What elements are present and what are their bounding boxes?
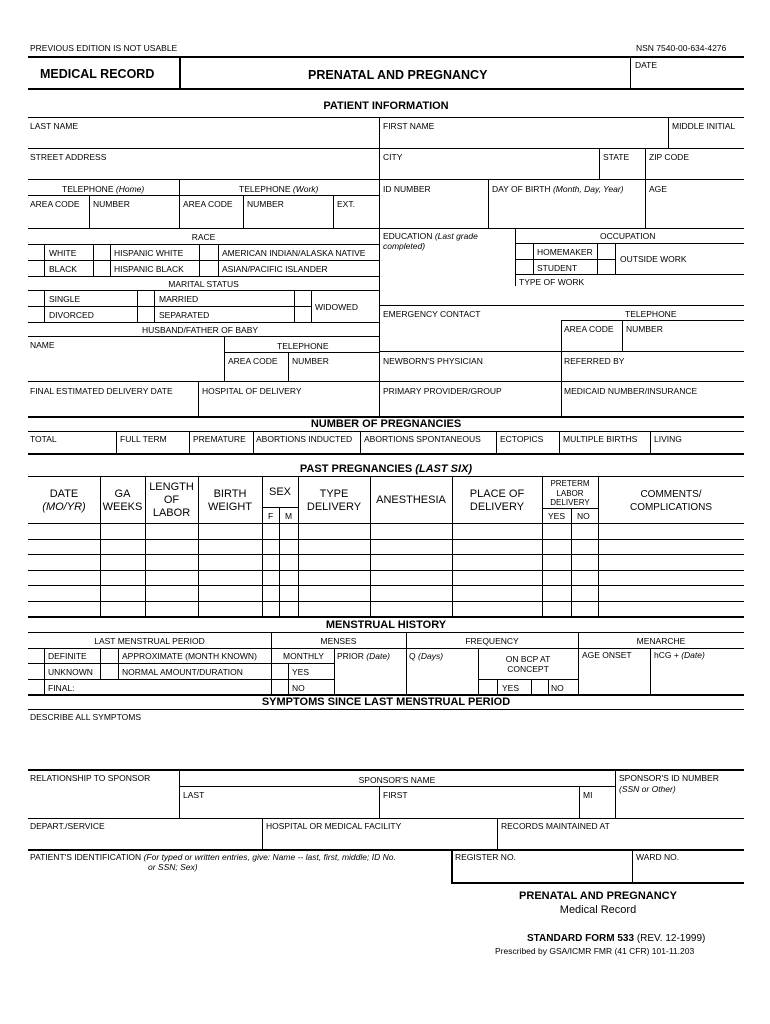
menses-no[interactable]: NO [292,683,305,693]
preg-abortions-spontaneous: ABORTIONS SPONTANEOUS [364,434,481,444]
col-length-of-labor: LENGTH OF LABOR [149,481,194,519]
race-label: RACE [191,232,216,242]
middle-initial-label: MIDDLE INITIAL [672,121,736,131]
ext-label: EXT. [337,199,355,209]
footer-subtitle: Medical Record [559,904,637,916]
tel-home-label: TELEPHONE (Home) [62,184,145,194]
relationship-label: RELATIONSHIP TO SPONSOR [30,773,151,783]
first-name-label: FIRST NAME [383,121,435,131]
sponsor-first-label: FIRST [383,790,408,800]
preg-premature: PREMATURE [193,434,246,444]
medical-record-label: MEDICAL RECORD [40,67,155,81]
state-label: STATE [603,152,630,162]
emergency-contact-label: EMERGENCY CONTACT [383,309,481,319]
past-row[interactable] [28,585,744,586]
standard-form: STANDARD FORM 533 (REV. 12-1999) [527,933,706,944]
emergency-telephone-label: TELEPHONE [625,309,677,319]
type-of-work-label: TYPE OF WORK [519,277,585,287]
col-sex-f: F [268,511,274,521]
bcp-no[interactable]: NO [551,683,564,693]
pregnancies-heading: NUMBER OF PREGNANCIES [310,418,462,430]
tel-work-label: TELEPHONE (Work) [239,184,319,194]
lmp-normal[interactable]: NORMAL AMOUNT/DURATION [122,667,243,677]
emergency-number-label: NUMBER [626,324,663,334]
hospital-delivery-label: HOSPITAL OF DELIVERY [202,386,302,396]
race-american-indian[interactable]: AMERICAN INDIAN/ALASKA NATIVE [222,248,366,258]
race-hispanic-white[interactable]: HISPANIC WHITE [114,248,184,258]
nsn-number: NSN 7540-00-634-4276 [636,43,727,53]
home-area-code-label: AREA CODE [30,199,80,209]
day-of-birth-label: DAY OF BIRTH (Month, Day, Year) [492,184,624,194]
zip-label: ZIP CODE [649,152,689,162]
occ-outside-work[interactable]: OUTSIDE WORK [620,254,687,264]
emergency-area-code-label: AREA CODE [564,324,614,334]
col-sex-m: M [285,511,293,521]
footer-title: PRENATAL AND PREGNANCY [519,890,677,902]
street-address-label: STREET ADDRESS [30,152,107,162]
past-pregnancies-heading: PAST PREGNANCIES (LAST SIX) [299,463,473,475]
past-row[interactable] [28,570,744,571]
husband-number-label: NUMBER [292,356,329,366]
marital-separated[interactable]: SEPARATED [159,310,210,320]
form-title: PRENATAL AND PREGNANCY [308,68,488,82]
col-sex: SEX [268,486,291,498]
marital-married[interactable]: MARRIED [159,294,199,304]
primary-provider-label: PRIMARY PROVIDER/GROUP [383,386,502,396]
menstrual-heading: MENSTRUAL HISTORY [325,619,447,631]
marital-single[interactable]: SINGLE [49,294,81,304]
age-label: AGE [649,184,667,194]
col-preterm-yes: YES [548,511,566,521]
home-number-label: NUMBER [93,199,130,209]
final-delivery-date-label: FINAL ESTIMATED DELIVERY DATE [30,386,173,396]
occ-student[interactable]: STUDENT [537,263,578,273]
hcg-label: hCG + (Date) [654,650,705,660]
husband-telephone-label: TELEPHONE [277,341,329,351]
occ-homemaker[interactable]: HOMEMAKER [537,247,593,257]
patient-id-label: PATIENT'S IDENTIFICATION (For typed or written entries, give: Name -- last, first, middle; ID No. [30,852,396,862]
col-birth-weight: BIRTH WEIGHT [208,488,252,513]
patient-id-sub2: or SSN; Sex) [148,862,198,872]
id-number-label: ID NUMBER [383,184,431,194]
menarche-label: MENARCHE [636,636,686,646]
marital-status-label: MARITAL STATUS [168,279,239,289]
marital-divorced[interactable]: DIVORCED [49,310,94,320]
records-maintained-label: RECORDS MAINTAINED AT [501,821,610,831]
col-type-delivery: TYPE DELIVERY [306,488,362,513]
ward-label: WARD NO. [636,852,680,862]
education-label: EDUCATION (Last grade completed) [383,231,478,251]
past-row[interactable] [28,554,744,555]
symptoms-heading: SYMPTOMS SINCE LAST MENSTRUAL PERIOD [261,696,511,708]
date-input[interactable] [634,72,744,88]
age-onset-label: AGE ONSET [582,650,632,660]
sponsor-mi-label: MI [583,790,593,800]
hospital-facility-label: HOSPITAL OR MEDICAL FACILITY [266,821,402,831]
occupation-label: OCCUPATION [600,231,656,241]
lmp-label: LAST MENSTRUAL PERIOD [94,636,205,646]
husband-father-label: HUSBAND/FATHER OF BABY [142,325,259,335]
preg-multiple-births: MULTIPLE BIRTHS [563,434,638,444]
lmp-final[interactable]: FINAL: [48,683,75,693]
lmp-unknown[interactable]: UNKNOWN [48,667,93,677]
previous-edition-note: PREVIOUS EDITION IS NOT USABLE [30,43,178,53]
describe-symptoms-label: DESCRIBE ALL SYMPTOMS [30,712,142,722]
frequency-q: Q (Days) [409,651,444,661]
race-white[interactable]: WHITE [49,248,77,258]
newborn-physician-label: NEWBORN'S PHYSICIAN [383,356,483,366]
sponsor-id-label: SPONSOR'S ID NUMBER [619,773,719,783]
work-area-code-label: AREA CODE [183,199,233,209]
race-asian-pacific[interactable]: ASIAN/PACIFIC ISLANDER [222,264,328,274]
lmp-approximate[interactable]: APPROXIMATE (MONTH KNOWN) [122,651,257,661]
work-number-label: NUMBER [247,199,284,209]
register-label: REGISTER NO. [455,852,516,862]
sponsor-last-label: LAST [183,790,205,800]
race-black[interactable]: BLACK [49,264,77,274]
menses-prior: PRIOR (Date) [337,651,390,661]
col-comments: COMMENTS/ COMPLICATIONS [629,489,713,513]
col-ga-weeks: GA WEEKS [102,488,143,513]
prescribed-by: Prescribed by GSA/ICMR FMR (41 CFR) 101-11.203 [495,946,695,956]
preg-living: LIVING [654,434,682,444]
col-preterm: PRETERM LABOR DELIVERY [550,479,590,507]
preg-total: TOTAL [30,434,57,444]
on-bcp-label: ON BCP AT CONCEPT [505,654,551,674]
preg-full-term: FULL TERM [120,434,167,444]
past-row[interactable] [28,539,744,540]
date-label: DATE [635,60,658,70]
referred-by-label: REFERRED BY [564,356,625,366]
depart-service-label: DEPART./SERVICE [30,821,105,831]
bcp-yes[interactable]: YES [502,683,520,693]
last-name-label: LAST NAME [30,121,79,131]
menses-monthly: MONTHLY [283,651,324,661]
sponsor-name-label: SPONSOR'S NAME [358,775,436,785]
city-label: CITY [383,152,403,162]
menses-yes[interactable]: YES [292,667,310,677]
husband-area-code-label: AREA CODE [228,356,278,366]
col-preterm-no: NO [577,511,590,521]
col-anesthesia: ANESTHESIA [376,494,446,506]
medicaid-label: MEDICAID NUMBER/INSURANCE [564,386,698,396]
col-date: DATE (MO/YR) [42,488,86,513]
sponsor-id-sub: (SSN or Other) [619,784,676,794]
col-place-of-delivery: PLACE OF DELIVERY [469,488,525,513]
frequency-label: FREQUENCY [465,636,519,646]
menses-label: MENSES [320,636,357,646]
lmp-definite[interactable]: DEFINITE [48,651,87,661]
symptoms-input[interactable] [28,724,744,769]
husband-name-label: NAME [30,340,55,350]
patient-info-heading: PATIENT INFORMATION [323,100,449,112]
past-row[interactable] [28,601,744,602]
race-hispanic-black[interactable]: HISPANIC BLACK [114,264,184,274]
preg-ectopics: ECTOPICS [500,434,544,444]
marital-widowed[interactable]: WIDOWED [315,302,358,312]
preg-abortions-induced: ABORTIONS INDUCTED [256,434,353,444]
